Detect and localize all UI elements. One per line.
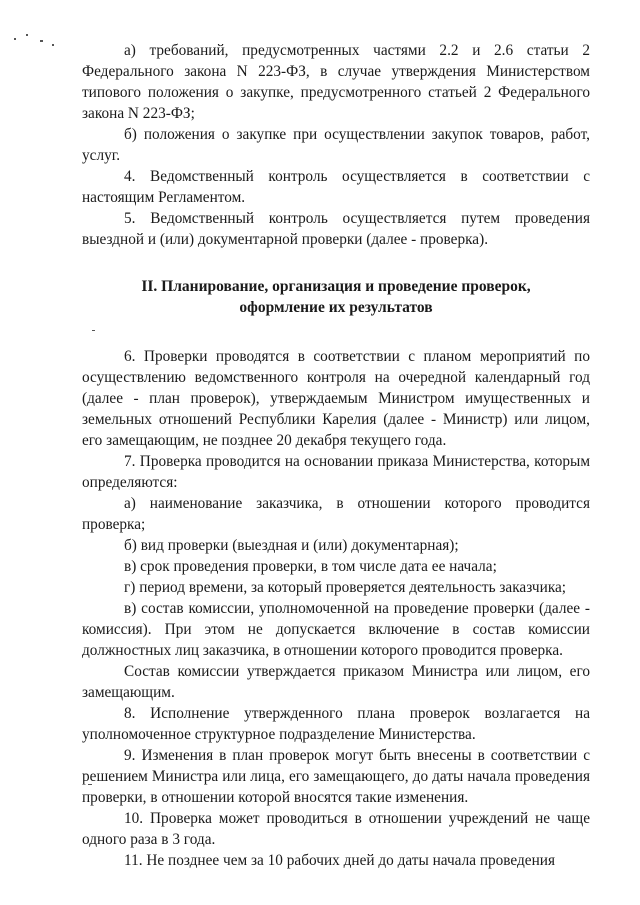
paragraph-11: 11. Не позднее чем за 10 рабочих дней до даты начала проведения <box>124 852 556 869</box>
section-title: II. Планирование, организация и проведение проверок, оформление их результатов <box>141 278 531 316</box>
scan-speck <box>26 34 28 36</box>
paragraph-4: 4. Ведомственный контроль осуществляется в соответствии с настоящим Регламентом. <box>82 168 590 206</box>
paragraph-7e: в) состав комиссии, уполномоченной на проведение проверки (далее - комиссия). При этом не допускается включение в состав комиссии должностных лиц заказчика, в отношении которого проводится проверка. <box>82 600 590 659</box>
paragraph-7-commission: Состав комиссии утверждается приказом Министра или лицом, его замещающим. <box>82 663 590 701</box>
paragraph-7b: б) вид проверки (выездная и (или) документарная); <box>124 537 459 554</box>
paragraph-7a: а) наименование заказчика, в отношении которого проводится проверка; <box>82 495 590 533</box>
paragraph-3b: б) положения о закупке при осуществлении закупок товаров, работ, услуг. <box>82 126 590 164</box>
paragraph-7c: в) срок проведения проверки, в том числе дата ее начала; <box>124 558 497 575</box>
paragraph-7: 7. Проверка проводится на основании приказа Министерства, которым определяются: <box>82 453 590 491</box>
paragraph-6: 6. Проверки проводятся в соответствии с планом мероприятий по осуществлению ведомственного контроля на очередной календарный год (далее - план проверок), утверждаемым Министром имущественных и земельных отношений Республики Карелия (далее - Министр) или лицом, его замещающим, не позднее 20 декабря текущего года. <box>82 348 590 449</box>
paragraph-7d: г) период времени, за который проверяется деятельность заказчика; <box>124 579 567 596</box>
paragraph-5: 5. Ведомственный контроль осуществляется путем проведения выездной и (или) документарной проверки (далее - проверка). <box>82 210 590 248</box>
scan-speck <box>40 40 43 42</box>
paragraph-10: 10. Проверка может проводиться в отношении учреждений не чаще одного раза в 3 года. <box>82 810 590 848</box>
paragraph-3a: а) требований, предусмотренных частями 2.2 и 2.6 статьи 2 Федерального закона N 223-ФЗ, в случае утверждения Министерством типового положения о закупке, предусмотренного статьей 2 Федерального закона N 223-ФЗ; <box>82 42 590 122</box>
scan-speck <box>52 44 54 46</box>
scan-speck <box>14 38 16 40</box>
paragraph-9: 9. Изменения в план проверок могут быть внесены в соответствии с решением Министра или лица, его замещающего, до даты начала проведения проверки, в отношении которой вносятся такие изменения. <box>82 747 590 806</box>
document-body <box>82 40 590 871</box>
paragraph-8: 8. Исполнение утвержденного плана проверок возлагается на уполномоченное структурное подразделение Министерства. <box>82 705 590 743</box>
